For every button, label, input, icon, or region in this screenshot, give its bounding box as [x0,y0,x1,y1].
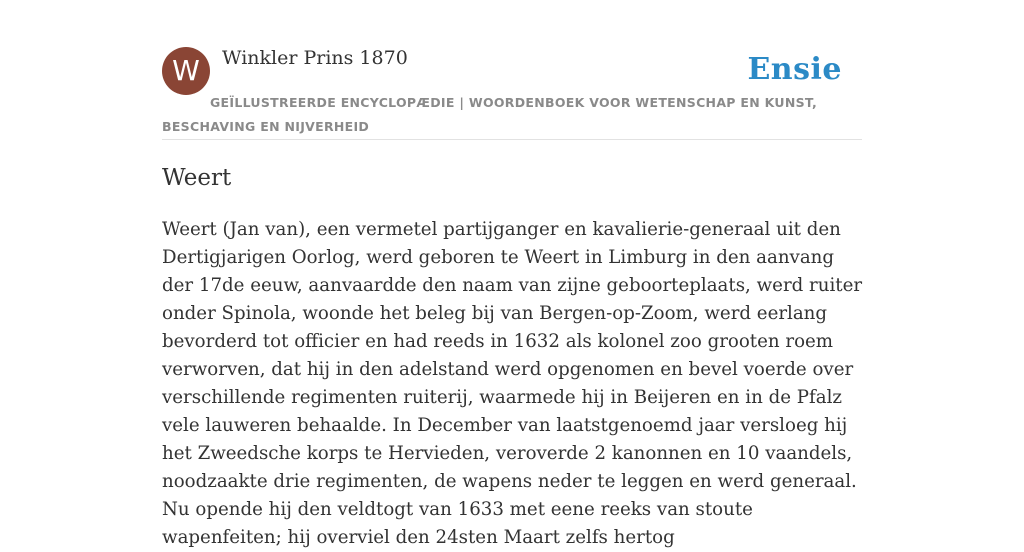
article-title: Weert [162,165,232,191]
source-title[interactable]: Winkler Prins 1870 [222,47,408,69]
page-header [162,46,862,140]
ensie-logo[interactable]: Ensie [747,52,842,87]
header-divider [162,139,862,140]
source-subtitle: GEÏLLUSTREERDE ENCYCLOPÆDIE | WOORDENBOEK VOOR WETENSCHAP EN KUNST, BESCHAVING EN NIJVERHEID [162,95,818,134]
article-body: Weert (Jan van), een vermetel partijganger en kavalierie-generaal uit den Dertigjarigen Oorlog, werd geboren te Weert in Limburg in den aanvang der 17de eeuw, aanvaardde den naam van zijne geboorteplaats, werd ruiter onder Spinola, woonde het beleg bij van Bergen-op-Zoom, werd eerlang bevorderd tot officier en had reeds in 1632 als kolonel zoo grooten roem verworven, dat hij in den adelstand werd opgenomen en bevel voerde over verschillende regimenten ruiterij, waarmede hij in Beijeren en in de Pfalz vele lauweren behaalde. In December van laatstgenoemd jaar versloeg hij het Zweedsche korps te Hervieden, veroverde 2 kanonnen en 10 vaandels, noodzaakte drie regimenten, de wapens neder te leggen en werd generaal. Nu opende hij den veldtogt van 1633 met eene reeks van stoute wapenfeiten; hij overviel den 24sten Maart zelfs hertog [162,219,863,548]
source-avatar[interactable]: W [162,47,210,95]
